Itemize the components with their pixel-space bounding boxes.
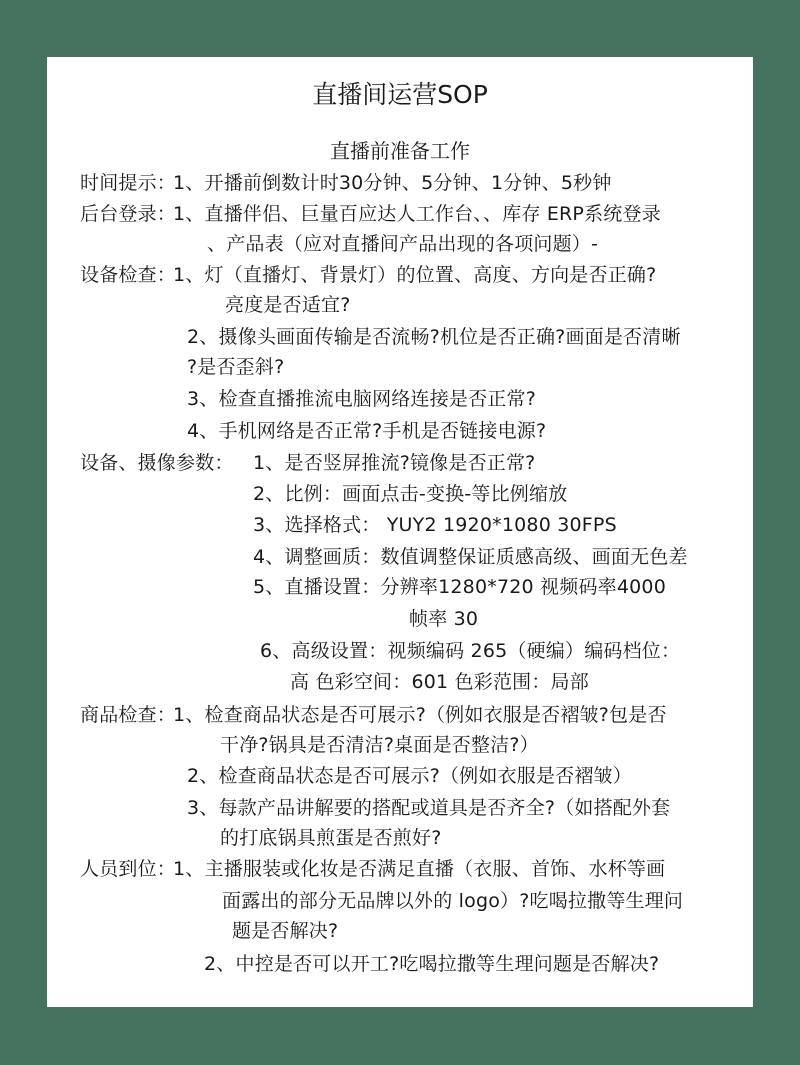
section-label-backend: 后台登录： <box>80 203 177 225</box>
section-label-products: 商品检查： <box>80 704 177 726</box>
section-line: 4、调整画质：数值调整保证质感高级、画面无色差 <box>253 546 688 568</box>
section-line: 2、中控是否可以开工?吃喝拉撒等生理问题是否解决? <box>204 953 660 975</box>
section-line: 1、开播前倒数计时30分钟、5分钟、1分钟、5秒钟 <box>173 172 612 194</box>
section-line: 面露出的部分无品牌以外的 logo）?吃喝拉撒等生理问 <box>222 890 684 912</box>
section-line: 题是否解决? <box>232 920 339 942</box>
section-label-equipment: 设备检查： <box>80 264 177 286</box>
section-line: 亮度是否适宜? <box>225 294 351 316</box>
section-line: 高 色彩空间：601 色彩范围：局部 <box>290 671 589 693</box>
section-line: 的打底锅具煎蛋是否煎好? <box>220 827 442 849</box>
section-line: 2、摄像头画面传输是否流畅?机位是否正确?画面是否清晰 <box>187 326 681 348</box>
document-subtitle: 直播前准备工作 <box>330 139 470 163</box>
section-line: ?是否歪斜? <box>187 356 285 378</box>
section-line: 1、主播服装或化妆是否满足直播（衣服、首饰、水杯等画 <box>173 858 666 880</box>
section-line: 3、检查直播推流电脑网络连接是否正常? <box>187 388 536 410</box>
section-line: 3、每款产品讲解要的搭配或道具是否齐全?（如搭配外套 <box>187 797 671 819</box>
section-line: 帧率 30 <box>409 608 479 630</box>
section-line: 4、手机网络是否正常?手机是否链接电源? <box>187 420 547 442</box>
section-line: 、产品表（应对直播间产品出现的各项问题）- <box>207 233 599 255</box>
section-line: 2、检查商品状态是否可展示?（例如衣服是否褶皱） <box>187 765 632 787</box>
section-line: 1、灯（直播灯、背景灯）的位置、高度、方向是否正确? <box>173 264 657 286</box>
section-line: 1、直播伴侣、巨量百应达人工作台、、库存 ERP系统登录 <box>173 203 661 225</box>
document-card <box>47 57 753 1007</box>
document-title: 直播间运营SOP <box>312 80 488 109</box>
section-label-staff: 人员到位： <box>80 858 177 880</box>
section-line: 1、是否竖屏推流?镜像是否正常? <box>253 452 536 474</box>
section-line: 6、高级设置：视频编码 265（硬编）编码档位： <box>260 640 681 662</box>
section-line: 1、检查商品状态是否可展示?（例如衣服是否褶皱?包是否 <box>173 704 667 726</box>
section-line: 干净?锅具是否清洁?桌面是否整洁?） <box>220 734 539 756</box>
section-label-time: 时间提示： <box>80 172 177 194</box>
section-line: 2、比例：画面点击-变换-等比例缩放 <box>253 483 568 505</box>
section-line: 5、直播设置：分辨率1280*720 视频码率4000 <box>253 576 667 598</box>
section-label-camera: 设备、摄像参数： <box>80 452 234 474</box>
section-line: 3、选择格式： YUY2 1920*1080 30FPS <box>253 514 617 536</box>
